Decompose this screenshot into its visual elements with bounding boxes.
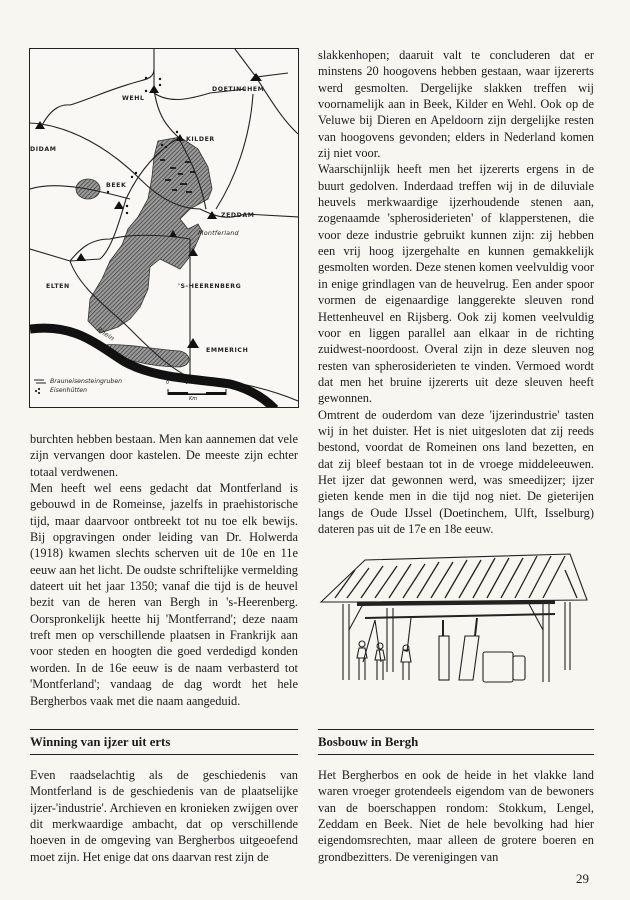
- map-label-doetinchem: DOETINCHEM: [212, 86, 265, 93]
- map-label-kilder: KILDER: [186, 136, 215, 143]
- map-label-wehl: WEHL: [122, 95, 145, 102]
- winning-section-text: [30, 767, 298, 865]
- bosbouw-section-text: [318, 767, 594, 865]
- map-label-didam: DIDAM: [30, 146, 57, 153]
- map-label-montferland: Montferland: [198, 229, 239, 237]
- left-column-text: [30, 431, 298, 709]
- section-heading-bosbouw: [318, 729, 594, 755]
- paragraph: Omtrent de ouderdom van deze 'ijzerindustrie' tasten wij in het duister. Het is niet uitgesloten dat zij reeds bestond, voordat de Romeinen ons land bezetten, en dat zij bleef bestaan tot in de vroege middeleeuwen. Het ijzer dat gewonnen werd, was smeedijzer; ijzer gieten kende men in die tijd nog niet. De gieterijen langs de Oude IJssel (Doetinchem, Ulft, Isselburg) dateren pas uit de 17e en 18e eeuw.: [318, 407, 594, 536]
- map-drawing: [30, 49, 299, 408]
- paragraph: Waarschijnlijk heeft men het ijzererts ergens in de buurt gedolven. Inderdaad treffen wij in de diluviale heuvels merkwaardige ijzerhoudende stenen aan, zogenaamde 'spherosiderieten' of klapperstenen, die voor deze industrie gebruikt kunnen zijn: zij hebben een vrij hoog ijzergehalte en kunnen gemakkelijk gesmolten worden. Deze stenen komen veelvuldig voor in enige grindlagen van de heuvelrug. Een ander spoor vormen de eigenaardige langgerekte sleuven rond Hettenheuvel en Rijsberg. Ook zij komen veelvuldig voor en liggen parallel aan elkaar in de richting zuidwest-noordoost. Overal zijn in deze sleuven nog resten van spherosiderieten te vinden. Vermoed wordt dat men het bruine ijzererts uit deze sleuven heeft gewonnen.: [318, 162, 594, 406]
- map-figure: [29, 48, 299, 408]
- river-rhein: [30, 328, 275, 408]
- map-label-zeddam: ZEDDAM: [221, 212, 255, 219]
- scale-tick-2: 2: [205, 381, 208, 386]
- scale-bar: [168, 389, 226, 395]
- section-heading-text: Bosbouw in Bergh: [318, 735, 419, 749]
- paragraph: Men heeft wel eens gedacht dat Montferland is gebouwd in de Romeinse, jazelfs in praehistorische tijd, maar daarvoor ontbreekt tot nu toe elk bewijs. Bij opgravingen onder leiding van Dr. Holwerda (1918) kwamen slechts scherven uit de 10e en 11e eeuw aan het licht. De oudste schriftelijke vermelding dateert uit het jaar 1350; vanaf die tijd is de heuvel bezit van de heren van Bergh in 's-Heerenberg. Oorspronkelijk heette hij 'Montferrand'; deze naam treft men op verschillende plaatsen in Frankrijk aan voor steden en hoogten die goed verdedigd konden worden. In de 16e eeuw is de naam verbasterd tot 'Montferland'; vandaag de dag wordt het hele Bergherbos vaak met die naam aangeduid.: [30, 481, 298, 708]
- legend-symbols: [34, 380, 46, 394]
- scale-unit: Km: [189, 396, 198, 402]
- paragraph: slakkenhopen; daaruit valt te concluderen dat er minstens 20 hoogovens hebben gestaan, waar ijzererts werd gesmolten. Dergelijke slakken treffen wij voornamelijk aan in Beek, Kilder en Wehl. Ook op de Veluwe bij Dieren en Apeldoorn zijn dergelijke resten van hoogovens gevonden; elders in Nederland komen zij niet voor.: [318, 48, 594, 161]
- legend-eisenhutten: Eisenhütten: [50, 387, 88, 394]
- scale-tick-1: 1: [185, 381, 188, 386]
- paragraph: Het Bergherbos en ook de heide in het vlakke land waren vroeger grotendeels eigendom van de bewoners van de boerschappen rondom: Stokkum, Lengel, Zeddam en Beek. Niet de hele bevolking had hier eigendomsrechten, maar alleen de grotere boeren en grondbezitters. De verenigingen van: [318, 768, 594, 864]
- section-heading-text: Winning van ijzer uit erts: [30, 735, 171, 749]
- section-heading-winning: [30, 729, 298, 755]
- map-label-beek: BEEK: [106, 182, 127, 189]
- scale-tick-0: 0: [166, 381, 169, 386]
- map-label-elten: ELTEN: [46, 283, 70, 290]
- scale-tick-3: 3: [224, 381, 227, 386]
- paragraph: Even raadselachtig als de geschiedenis van Montferland is de geschiedenis van de plaatselijke ijzer-'industrie'. Archieven en kronieken zwijgen over dit merkwaardige ambacht, dat op verschillende hoeven in de omgeving van Bergherbos uitgeoefend moet zijn. Het enige dat ons daarvan rest zijn de: [30, 768, 298, 864]
- map-label-rhein: Rhein: [95, 325, 116, 343]
- right-column-text: [318, 47, 594, 537]
- shed-drawing: [315, 540, 595, 690]
- map-label-s-heerenberg: 'S-HEERENBERG: [178, 283, 242, 290]
- paragraph: burchten hebben bestaan. Men kan aannemen dat vele zijn vervangen door kastelen. De meeste zijn echter totaal verdwenen.: [30, 432, 298, 479]
- legend-brauneisensteingruben: Brauneisensteingruben: [50, 378, 123, 385]
- smelting-shed-illustration: [315, 540, 595, 690]
- page-number: 29: [576, 871, 589, 886]
- map-label-emmerich: EMMERICH: [206, 347, 249, 354]
